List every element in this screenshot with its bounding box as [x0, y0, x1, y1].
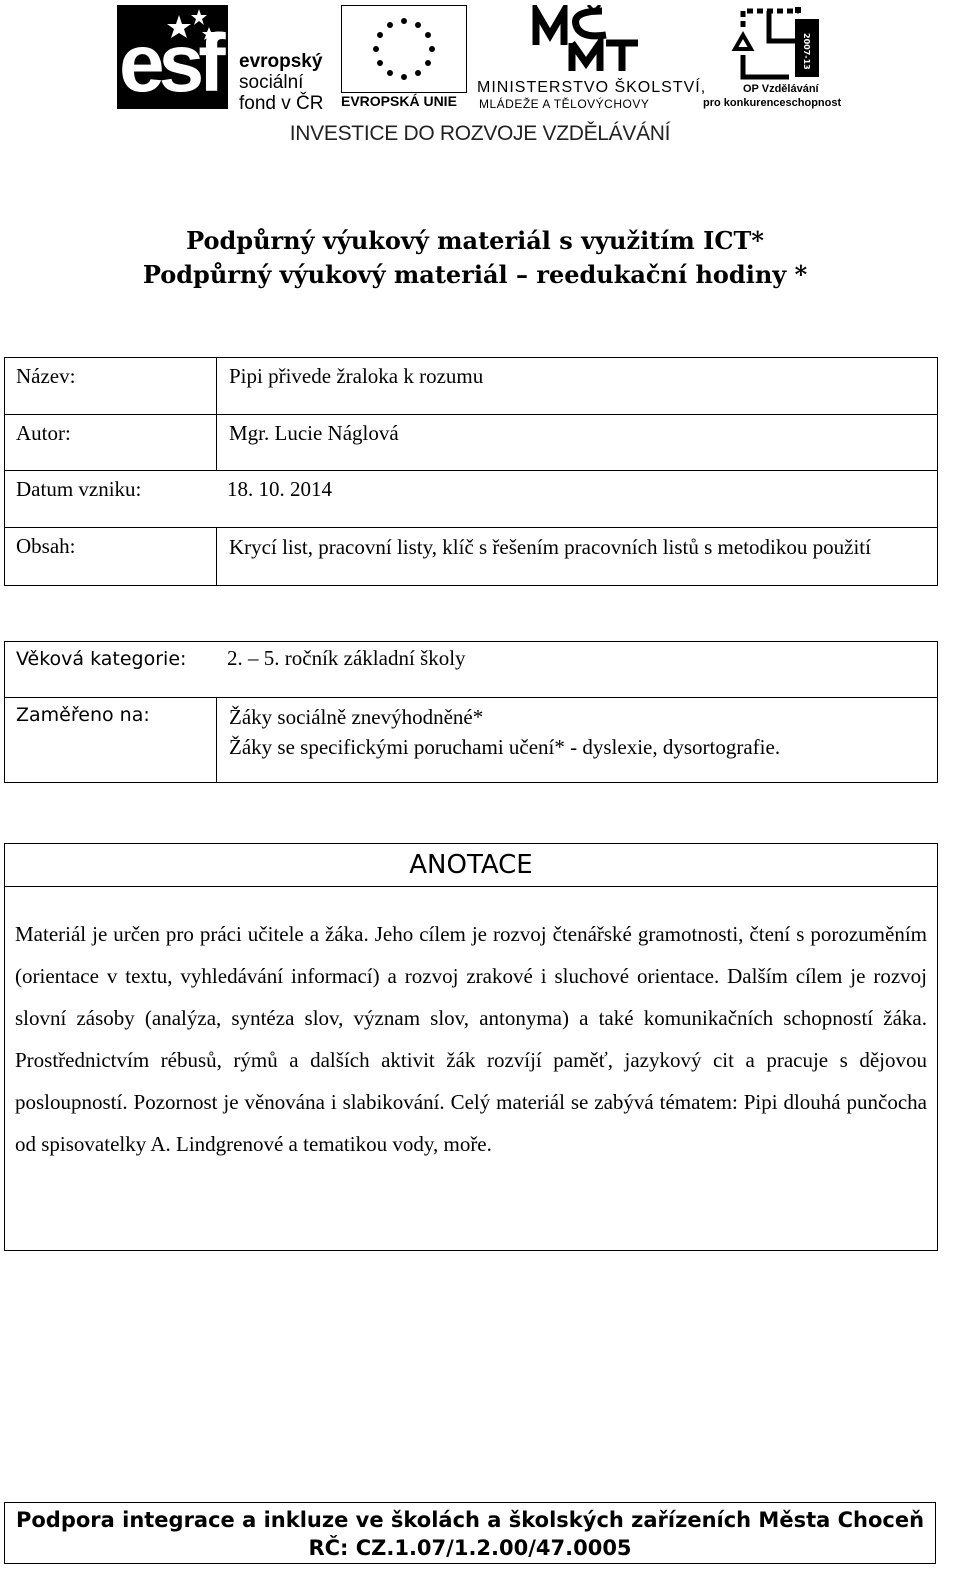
vek-cell: [5, 642, 938, 698]
datum-label: Datum vzniku:: [16, 477, 142, 501]
document-heading: [0, 224, 950, 292]
heading-line-2: Podpůrný výukový materiál – reedukační hodiny *: [142, 260, 808, 289]
autor-label: Autor:: [5, 415, 217, 471]
anotace-text: Materiál je určen pro práci učitele a žáka. Jeho cílem je rozvoj čtenářské gramotnosti, čtení s porozuměním (orientace v textu, vyhledávání informací) a rozvoj zrakové i sluchové orientace. Dalším cílem je rozvoj slovní zásoby (analýza, syntéza slov, význam slov, antonyma) a také komunikačních schopností žáka. Prostřednictvím rébusů, rýmů a dalších aktivit žák rozvíjí paměť, jazykový cit a pracuje s dějovou posloupností. Pozornost je věnována i slabikování. Celý materiál se zabývá tématem: Pipi dlouhá punčocha od spisovatelky A. Lindgrenové a tematikou vody, moře.: [15, 922, 927, 1156]
autor-value: Mgr. Lucie Náglová: [217, 415, 938, 471]
anotace-box: [4, 843, 938, 1251]
row-autor: [5, 415, 938, 471]
msmt-logo-mark: [532, 5, 642, 75]
obsah-value: Krycí list, pracovní listy, klíč s řešením pracovních listů s metodikou použití: [217, 528, 938, 586]
investice-slogan: INVESTICE DO ROZVOJE VZDĚLÁVÁNÍ: [289, 122, 671, 145]
msmt-logo: [477, 5, 707, 111]
target-table: [4, 641, 938, 783]
row-zamereno: [5, 698, 938, 783]
nazev-value: Pipi přivede žraloka k rozumu: [217, 358, 938, 415]
datum-value: 18. 10. 2014: [227, 477, 332, 501]
datum-cell: [5, 471, 938, 528]
op-line-2: pro konkurenceschopnost: [703, 97, 842, 109]
esf-line-1: evropský: [239, 51, 323, 72]
esf-logo: [117, 5, 332, 114]
footer-box: [4, 1502, 936, 1564]
vek-label: Věková kategorie:: [16, 648, 187, 670]
esf-line-2: sociální: [239, 72, 304, 93]
zamereno-line-2: Žáky se specifickými poruchami učení* - dyslexie, dysortografie.: [229, 735, 781, 759]
row-nazev: [5, 358, 938, 415]
esf-logo-letters: esf: [119, 18, 220, 109]
eu-logo-label: EVROPSKÁ UNIE: [341, 93, 457, 109]
row-obsah: [5, 528, 938, 586]
zamereno-value: [217, 698, 938, 783]
op-logo: [703, 5, 853, 109]
nazev-label: Název:: [5, 358, 217, 415]
vek-value: 2. – 5. ročník základní školy: [227, 646, 466, 670]
logo-banner: [0, 0, 960, 160]
obsah-label: Obsah:: [5, 528, 217, 586]
row-datum: [5, 471, 938, 528]
op-logo-mark-icon: [729, 5, 821, 81]
heading-line-1: Podpůrný výukový materiál s využitím ICT*: [186, 226, 764, 255]
msmt-line-2: MLÁDEŽE A TĚLOVÝCHOVY: [479, 97, 650, 111]
zamereno-label: Zaměřeno na:: [5, 698, 217, 783]
op-line-1: OP Vzdělávání: [743, 83, 819, 95]
esf-logo-text: [239, 51, 323, 114]
row-vek: [5, 642, 938, 698]
zamereno-line-1: Žáky sociálně znevýhodněné*: [229, 705, 484, 729]
esf-line-3: fond v ČR: [239, 93, 324, 114]
footer-line-2: RČ: CZ.1.07/1.2.00/47.0005: [308, 1536, 632, 1560]
footer-line-1: Podpora integrace a inkluze ve školách a školských zařízeních Města Choceň: [15, 1508, 925, 1532]
msmt-line-1: MINISTERSTVO ŠKOLSTVÍ,: [477, 79, 707, 96]
eu-logo: [341, 5, 467, 109]
anotace-title: ANOTACE: [5, 844, 937, 887]
info-table: [4, 357, 938, 586]
esf-logo-mark: [117, 5, 228, 109]
op-years: 2007-13: [802, 33, 811, 70]
eu-flag-icon: [341, 5, 467, 93]
